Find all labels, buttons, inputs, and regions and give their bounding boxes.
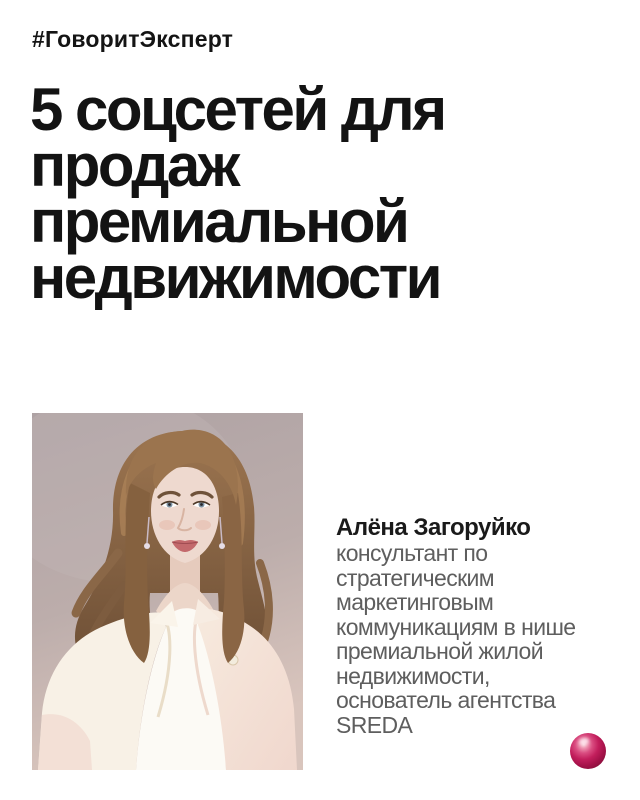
portrait-illustration [32,413,303,770]
description-line: недвижимости, [336,662,490,689]
post-title [30,76,445,311]
title-line: премиальной [30,188,408,255]
title-line: продаж [30,132,238,199]
description-line: консультант по [336,540,488,566]
expert-portrait-photo [32,413,303,770]
description-line: стратегическим [336,564,495,591]
expert-description [336,541,622,737]
description-line: премиальной жилой [336,638,543,664]
description-line: SREDA [336,711,413,738]
hashtag-label: #ГоворитЭксперт [32,26,234,52]
expert-profile [336,514,622,737]
description-line: коммуникациям в нише [336,613,576,640]
expert-name: Алёна Загоруйко [336,514,531,541]
description-line: основатель агентства [336,687,556,713]
title-line: недвижимости [30,244,440,311]
description-line: маркетинговым [336,589,494,615]
title-line: 5 соцсетей для [30,76,445,143]
pearl-sphere-logo [570,733,606,769]
